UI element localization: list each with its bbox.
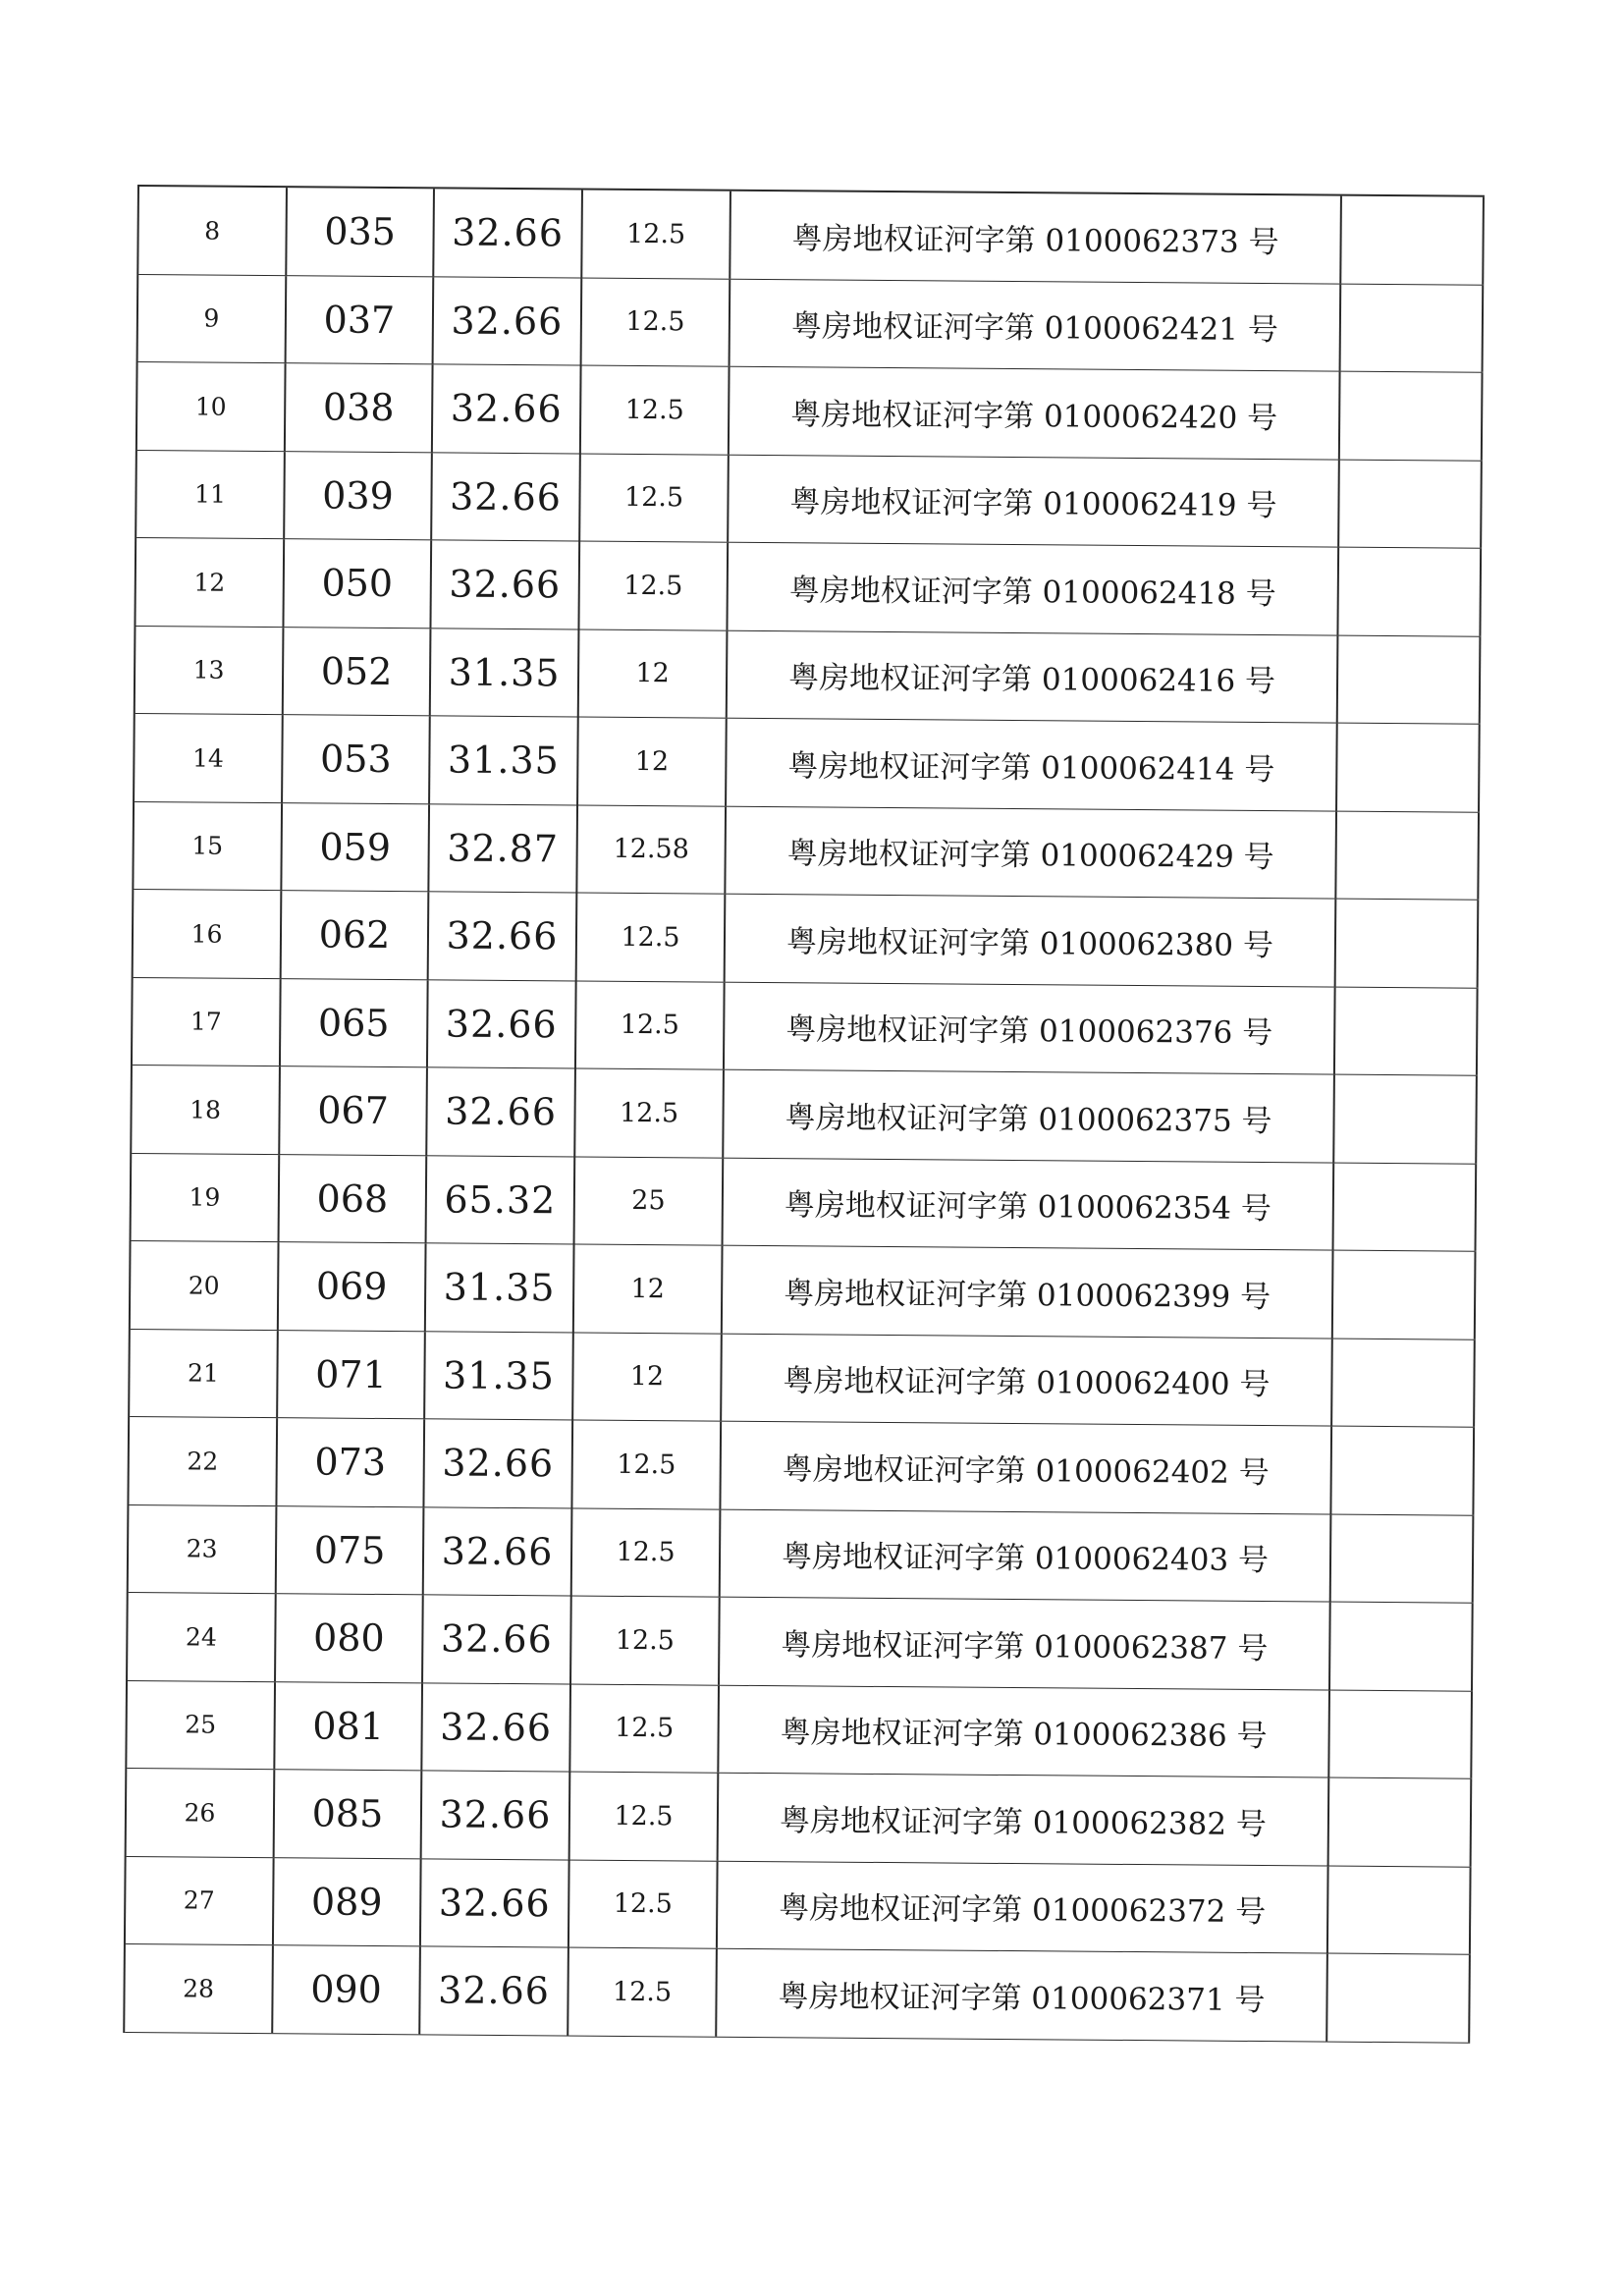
row-index-cell: 14 bbox=[135, 714, 284, 802]
row-index-cell: 16 bbox=[134, 890, 283, 978]
land-area-cell: 12.5 bbox=[579, 542, 729, 630]
remarks-cell bbox=[1327, 1954, 1471, 2043]
unit-number-cell: 065 bbox=[281, 979, 429, 1067]
row-index-cell: 11 bbox=[136, 451, 286, 539]
table-row bbox=[138, 187, 1485, 285]
floor-area-cell: 32.66 bbox=[424, 1507, 573, 1596]
floor-area-cell: 32.66 bbox=[434, 277, 583, 365]
land-area-cell: 25 bbox=[575, 1157, 725, 1245]
unit-number-cell: 038 bbox=[286, 363, 434, 452]
certificate-number-cell: 粤房地权证河字第 0100062429 号 bbox=[726, 806, 1337, 898]
remarks-cell bbox=[1340, 372, 1484, 461]
land-area-cell: 12.5 bbox=[580, 454, 730, 542]
table-row bbox=[130, 1329, 1476, 1427]
table-row bbox=[127, 1680, 1473, 1778]
table-row bbox=[138, 275, 1485, 373]
certificate-number-cell: 粤房地权证河字第 0100062375 号 bbox=[724, 1070, 1335, 1162]
floor-area-cell: 32.66 bbox=[423, 1595, 572, 1683]
unit-number-cell: 037 bbox=[287, 276, 435, 364]
unit-number-cell: 069 bbox=[279, 1242, 427, 1331]
floor-area-cell: 32.66 bbox=[427, 1067, 576, 1156]
unit-number-cell: 059 bbox=[282, 803, 430, 892]
table-row bbox=[129, 1417, 1475, 1515]
table-row bbox=[128, 1593, 1474, 1691]
remarks-cell bbox=[1330, 1603, 1474, 1691]
table-row bbox=[126, 1856, 1472, 1954]
unit-number-cell: 085 bbox=[275, 1770, 423, 1858]
certificate-number-cell: 粤房地权证河字第 0100062382 号 bbox=[719, 1774, 1330, 1865]
table-row bbox=[131, 1241, 1477, 1339]
certificate-number-cell: 粤房地权证河字第 0100062386 号 bbox=[719, 1685, 1330, 1777]
table-row bbox=[136, 451, 1483, 549]
land-area-cell: 12.5 bbox=[582, 278, 731, 366]
floor-area-cell: 32.66 bbox=[422, 1771, 571, 1859]
remarks-cell bbox=[1334, 1075, 1478, 1164]
land-area-cell: 12.5 bbox=[569, 1860, 719, 1948]
land-area-cell: 12 bbox=[579, 629, 729, 718]
row-index-cell: 28 bbox=[125, 1944, 274, 2033]
certificate-number-cell: 粤房地权证河字第 0100062400 号 bbox=[722, 1334, 1333, 1425]
floor-area-cell: 31.35 bbox=[430, 716, 579, 804]
remarks-cell bbox=[1331, 1427, 1475, 1515]
remarks-cell bbox=[1328, 1866, 1472, 1954]
table-row bbox=[134, 890, 1480, 988]
land-area-cell: 12.58 bbox=[577, 805, 727, 894]
land-area-cell: 12.5 bbox=[568, 1948, 718, 2037]
unit-number-cell: 068 bbox=[280, 1155, 428, 1243]
certificate-number-cell: 粤房地权证河字第 0100062399 号 bbox=[723, 1246, 1334, 1338]
floor-area-cell: 31.35 bbox=[426, 1243, 575, 1332]
certificate-number-cell: 粤房地权证河字第 0100062419 号 bbox=[729, 455, 1340, 546]
certificate-number-cell: 粤房地权证河字第 0100062373 号 bbox=[730, 191, 1342, 283]
floor-area-cell: 32.66 bbox=[433, 364, 582, 453]
land-area-cell: 12.5 bbox=[582, 191, 731, 279]
table-row bbox=[133, 977, 1479, 1075]
land-area-cell: 12.5 bbox=[575, 1069, 725, 1158]
unit-number-cell: 073 bbox=[277, 1418, 425, 1506]
certificate-number-cell: 粤房地权证河字第 0100062387 号 bbox=[720, 1598, 1331, 1689]
land-area-cell: 12.5 bbox=[572, 1421, 722, 1509]
land-area-cell: 12 bbox=[578, 718, 728, 806]
land-area-cell: 12 bbox=[574, 1245, 724, 1334]
land-area-cell: 12.5 bbox=[570, 1684, 720, 1773]
remarks-cell bbox=[1329, 1778, 1473, 1867]
floor-area-cell: 32.66 bbox=[434, 189, 583, 277]
certificate-number-cell: 粤房地权证河字第 0100062418 号 bbox=[728, 543, 1339, 634]
remarks-cell bbox=[1333, 1251, 1477, 1339]
remarks-cell bbox=[1329, 1690, 1473, 1778]
certificate-number-cell: 粤房地权证河字第 0100062402 号 bbox=[721, 1422, 1332, 1513]
certificate-number-cell: 粤房地权证河字第 0100062372 号 bbox=[718, 1861, 1329, 1952]
certificate-number-cell: 粤房地权证河字第 0100062354 号 bbox=[724, 1158, 1335, 1249]
floor-area-cell: 32.66 bbox=[431, 540, 580, 629]
row-index-cell: 9 bbox=[138, 275, 288, 363]
row-index-cell: 12 bbox=[135, 538, 285, 627]
table-row bbox=[127, 1769, 1473, 1867]
row-index-cell: 18 bbox=[132, 1066, 281, 1154]
certificate-number-cell: 粤房地权证河字第 0100062376 号 bbox=[725, 982, 1336, 1073]
table-row bbox=[125, 1944, 1471, 2043]
row-index-cell: 8 bbox=[138, 187, 288, 275]
unit-number-cell: 071 bbox=[278, 1331, 426, 1419]
remarks-cell bbox=[1339, 460, 1483, 548]
row-index-cell: 21 bbox=[130, 1329, 279, 1417]
row-index-cell: 19 bbox=[132, 1153, 281, 1241]
land-area-cell: 12.5 bbox=[570, 1773, 720, 1861]
floor-area-cell: 32.66 bbox=[432, 453, 581, 541]
remarks-cell bbox=[1341, 284, 1485, 372]
unit-number-cell: 090 bbox=[273, 1945, 421, 2034]
remarks-cell bbox=[1334, 1163, 1478, 1251]
table-row bbox=[132, 1153, 1478, 1251]
unit-number-cell: 039 bbox=[285, 452, 433, 540]
row-index-cell: 10 bbox=[137, 362, 287, 451]
remarks-cell bbox=[1336, 811, 1480, 900]
floor-area-cell: 32.66 bbox=[421, 1859, 570, 1947]
land-area-cell: 12.5 bbox=[576, 981, 726, 1069]
remarks-cell bbox=[1338, 548, 1482, 636]
row-index-cell: 20 bbox=[131, 1241, 280, 1330]
floor-area-cell: 31.35 bbox=[425, 1332, 574, 1420]
unit-number-cell: 081 bbox=[275, 1682, 423, 1771]
table-row bbox=[135, 627, 1482, 725]
floor-area-cell: 32.66 bbox=[422, 1683, 571, 1772]
row-index-cell: 22 bbox=[129, 1417, 278, 1505]
row-index-cell: 26 bbox=[127, 1769, 276, 1857]
property-table bbox=[123, 185, 1485, 2043]
land-area-cell: 12.5 bbox=[572, 1508, 722, 1597]
land-area-cell: 12 bbox=[573, 1333, 723, 1421]
certificate-number-cell: 粤房地权证河字第 0100062380 号 bbox=[726, 895, 1337, 986]
certificate-number-cell: 粤房地权证河字第 0100062421 号 bbox=[730, 279, 1342, 370]
unit-number-cell: 089 bbox=[274, 1858, 422, 1946]
row-index-cell: 23 bbox=[129, 1504, 278, 1593]
floor-area-cell: 32.66 bbox=[428, 980, 577, 1068]
floor-area-cell: 32.66 bbox=[424, 1419, 573, 1507]
unit-number-cell: 053 bbox=[283, 715, 431, 803]
floor-area-cell: 32.66 bbox=[429, 892, 578, 980]
remarks-cell bbox=[1332, 1339, 1476, 1427]
floor-area-cell: 31.35 bbox=[431, 629, 580, 717]
row-index-cell: 17 bbox=[133, 977, 282, 1066]
remarks-cell bbox=[1331, 1514, 1475, 1603]
remarks-cell bbox=[1337, 724, 1481, 812]
table-row bbox=[129, 1504, 1475, 1603]
table-row bbox=[135, 714, 1481, 812]
remarks-cell bbox=[1338, 635, 1482, 724]
unit-number-cell: 062 bbox=[282, 891, 430, 979]
land-area-cell: 12.5 bbox=[571, 1597, 721, 1685]
certificate-number-cell: 粤房地权证河字第 0100062371 号 bbox=[717, 1949, 1328, 2041]
unit-number-cell: 035 bbox=[287, 188, 435, 276]
unit-number-cell: 075 bbox=[277, 1506, 425, 1595]
certificate-number-cell: 粤房地权证河字第 0100062414 号 bbox=[727, 719, 1338, 810]
unit-number-cell: 052 bbox=[284, 628, 432, 716]
certificate-number-cell: 粤房地权证河字第 0100062416 号 bbox=[728, 630, 1339, 722]
remarks-cell bbox=[1341, 196, 1485, 285]
row-index-cell: 13 bbox=[135, 627, 285, 715]
table-row bbox=[132, 1066, 1478, 1164]
table-row bbox=[137, 362, 1484, 461]
certificate-number-cell: 粤房地权证河字第 0100062420 号 bbox=[730, 367, 1341, 459]
floor-area-cell: 32.66 bbox=[420, 1946, 569, 2035]
unit-number-cell: 050 bbox=[284, 539, 432, 628]
unit-number-cell: 067 bbox=[280, 1066, 428, 1155]
row-index-cell: 27 bbox=[126, 1856, 275, 1944]
row-index-cell: 15 bbox=[134, 801, 283, 890]
unit-number-cell: 080 bbox=[276, 1594, 424, 1682]
row-index-cell: 24 bbox=[128, 1593, 277, 1681]
land-area-cell: 12.5 bbox=[581, 366, 730, 455]
remarks-cell bbox=[1336, 900, 1480, 988]
floor-area-cell: 65.32 bbox=[427, 1156, 576, 1244]
floor-area-cell: 32.87 bbox=[429, 804, 578, 893]
table-row bbox=[135, 538, 1482, 636]
remarks-cell bbox=[1335, 987, 1479, 1075]
table-row bbox=[134, 801, 1480, 900]
certificate-number-cell: 粤房地权证河字第 0100062403 号 bbox=[721, 1509, 1332, 1601]
row-index-cell: 25 bbox=[127, 1680, 276, 1769]
land-area-cell: 12.5 bbox=[577, 894, 727, 982]
